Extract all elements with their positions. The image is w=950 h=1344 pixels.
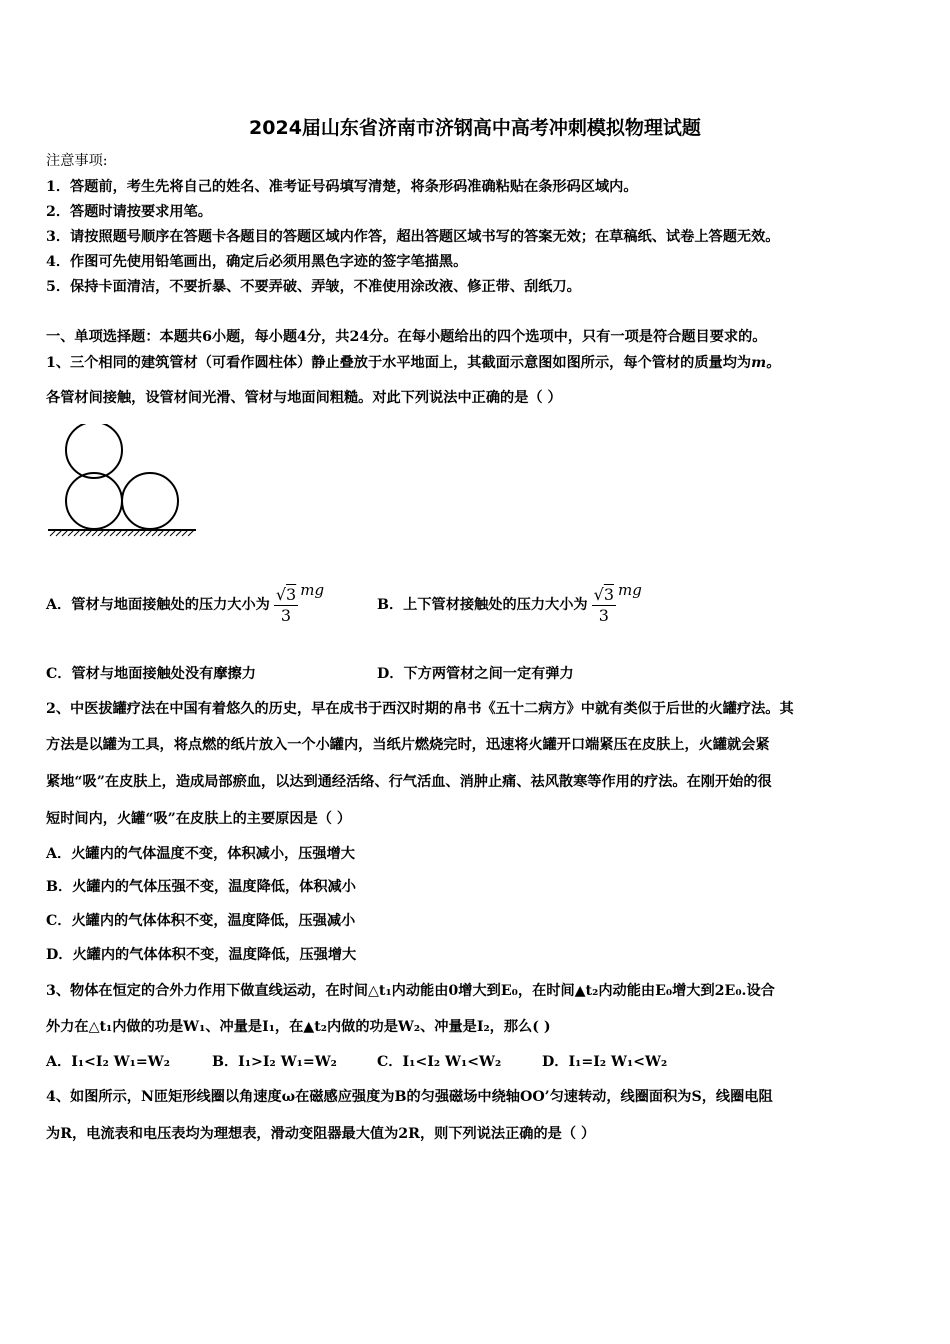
q1-mass-var: m。 bbox=[751, 355, 781, 371]
bottom-right-pipe bbox=[122, 473, 178, 529]
frac-denominator-b: 3 bbox=[598, 605, 609, 625]
q2-line-1: 2、中医拔罐疗法在中国有着悠久的历史，早在成书于西汉时期的帛书《五十二病方》中就有类似于后世的火罐疗法。其 bbox=[46, 701, 794, 717]
q3-option-b[interactable]: B．I₁>I₂ W₁=W₂ bbox=[212, 1054, 337, 1070]
q1-stem-line1 bbox=[46, 356, 780, 370]
mg-unit: mg bbox=[300, 581, 325, 599]
q2-line-2: 方法是以罐为工具，将点燃的纸片放入一个小罐内，当纸片燃烧完时，迅速将火罐开口端紧压在皮肤上，火罐就会紧 bbox=[46, 737, 770, 753]
q1-option-a[interactable] bbox=[46, 581, 324, 626]
fraction-sqrt3-over-3-b: $\frac{√3}{3}$ bbox=[593, 584, 615, 625]
note-item-5: 5．保持卡面清洁，不要折暴、不要弄破、弄皱，不准使用涂改液、修正带、刮纸刀。 bbox=[46, 279, 581, 295]
q3-line-1: 3、物体在恒定的合外力作用下做直线运动，在时间△t₁内动能由0增大到E₀，在时间▲t₂内动能由E₀增大到2E₀.设合 bbox=[46, 983, 775, 999]
q2-option-a[interactable]: A．火罐内的气体温度不变，体积减小，压强增大 bbox=[46, 846, 355, 862]
notes-heading: 注意事项: bbox=[46, 153, 108, 169]
q3-line-2: 外力在△t₁内做的功是W₁、冲量是I₁，在▲t₂内做的功是W₂、冲量是I₂，那么( ) bbox=[46, 1019, 551, 1035]
frac-denominator: 3 bbox=[280, 605, 292, 625]
frac-numerator: 3 bbox=[286, 584, 297, 604]
q3-option-d[interactable]: D．I₁=I₂ W₁<W₂ bbox=[542, 1054, 668, 1070]
bottom-left-pipe bbox=[66, 473, 122, 529]
q2-option-c[interactable]: C．火罐内的气体体积不变，温度降低，压强减小 bbox=[46, 913, 356, 929]
q1-option-a-text: A．管材与地面接触处的压力大小为 bbox=[46, 597, 270, 613]
note-item-4: 4．作图可先使用铅笔画出，确定后必须用黑色字迹的签字笔描黑。 bbox=[46, 254, 468, 270]
q1-option-d[interactable]: D．下方两管材之间一定有弹力 bbox=[377, 666, 574, 682]
q2-option-b[interactable]: B．火罐内的气体压强不变，温度降低，体积减小 bbox=[46, 879, 356, 895]
q1-option-b[interactable] bbox=[377, 581, 642, 626]
q1-stem-line2: 各管材间接触，设管材间光滑、管材与地面间粗糙。对此下列说法中正确的是（ ） bbox=[46, 390, 562, 406]
q3-option-c[interactable]: C．I₁<I₂ W₁<W₂ bbox=[377, 1054, 502, 1070]
mg-unit-b: mg bbox=[618, 581, 642, 599]
q2-option-d[interactable]: D．火罐内的气体体积不变，温度降低，压强增大 bbox=[46, 947, 357, 963]
q1-option-c[interactable]: C．管材与地面接触处没有摩擦力 bbox=[46, 666, 256, 682]
q1-stem-text: 1、三个相同的建筑管材（可看作圆柱体）静止叠放于水平地面上，其截面示意图如图所示，每个管材的质量均为 bbox=[46, 355, 752, 371]
q1-option-b-text: B．上下管材接触处的压力大小为 bbox=[377, 597, 588, 613]
q2-line-3: 紧地“吸”在皮肤上，造成局部瘀血，以达到通经活络、行气活血、消肿止痛、祛风散寒等作用的疗法。在刚开始的很 bbox=[46, 774, 772, 790]
page-title: 2024届山东省济南市济钢高中高考冲刺模拟物理试题 bbox=[249, 117, 701, 139]
q4-line-2: 为R，电流表和电压表均为理想表，滑动变阻器最大值为2R，则下列说法正确的是（ ） bbox=[46, 1126, 596, 1142]
three-pipes-figure bbox=[44, 424, 204, 539]
q3-option-a[interactable]: A．I₁<I₂ W₁=W₂ bbox=[46, 1054, 170, 1070]
note-item-3: 3．请按照题号顺序在答题卡各题目的答题区域内作答，超出答题区域书写的答案无效；在草稿纸、试卷上答题无效。 bbox=[46, 229, 780, 245]
note-item-2: 2．答题时请按要求用笔。 bbox=[46, 204, 212, 220]
frac-numerator-b: 3 bbox=[603, 584, 615, 604]
note-item-1: 1．答题前，考生先将自己的姓名、准考证号码填写清楚，将条形码准确粘贴在条形码区域内。 bbox=[46, 179, 638, 195]
q4-line-1: 4、如图所示，N匝矩形线圈以角速度ω在磁感应强度为B的匀强磁场中绕轴OO’匀速转动，线圈面积为S，线圈电阻 bbox=[46, 1089, 773, 1105]
top-pipe bbox=[66, 424, 122, 478]
q2-line-4: 短时间内，火罐“吸”在皮肤上的主要原因是（ ） bbox=[46, 811, 352, 827]
section-heading: 一、单项选择题：本题共6小题，每小题4分，共24分。在每小题给出的四个选项中，只有一项是符合题目要求的。 bbox=[46, 329, 767, 345]
fraction-sqrt3-over-3: $\frac{√3}{3}$ bbox=[275, 584, 297, 625]
